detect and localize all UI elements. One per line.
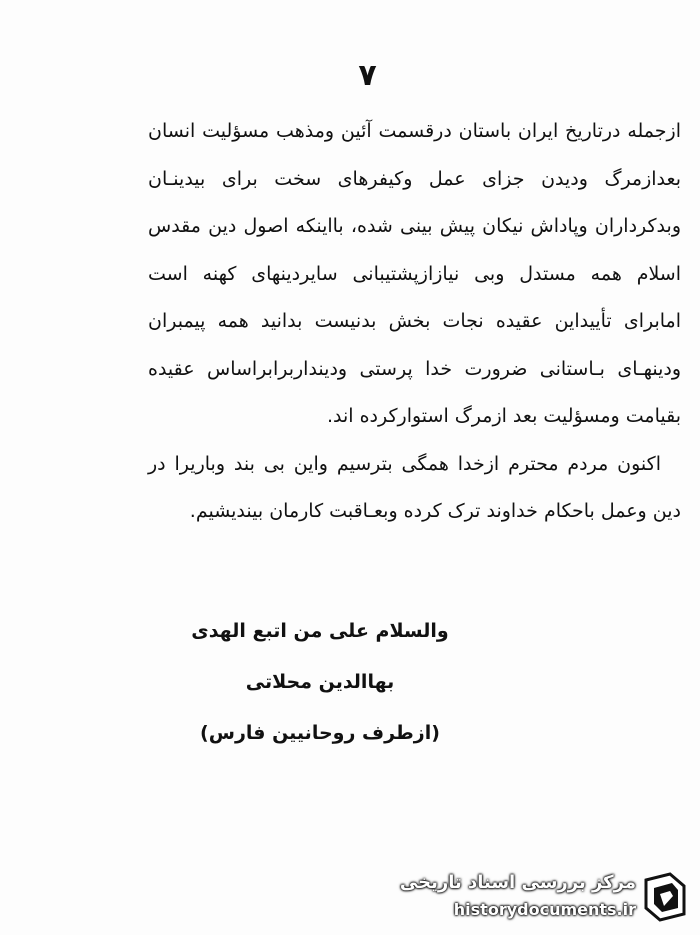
page-number: ۷ — [358, 58, 377, 93]
archive-logo-icon — [640, 870, 690, 924]
paragraph: ازجمله درتاریخ ایران باستان درقسمت آئین ومذهب مسؤلیت انسان بعدازمرگ ودیدن جزای عمل وکیفرهای سخت برای بیدینـان وبدکرداران وپاداش نیکان پیش بینی شده، بااینکه اصول دین مقدس اسلام همه مستدل وبی نیازازپشتیبانی سایردینهای کهنه است امابرای تأییداین عقیده نجات بخش بدنیست بدانید همه پیمبران ودینهـای بـاستانی ضرورت خدا پرستی ودینداربرابراساس عقیده بقیامت ومسؤلیت بعد ازمرگ استوارکرده اند. — [148, 120, 681, 427]
org-url: historydocuments.ir — [453, 900, 636, 919]
document-body — [148, 108, 681, 536]
watermark-logo — [399, 866, 690, 928]
signature-block — [190, 606, 450, 759]
signatory-name: بهاالدین محلاتی — [245, 671, 395, 693]
signatory-affiliation: (ازطرف روحانیین فارس) — [200, 722, 440, 744]
org-name: مرکز بررسی اسناد تاریخی — [399, 872, 636, 893]
paragraph: اکنون مردم محترم ازخدا همگی بترسیم واین بی بند وباریرا در دین وعمل باحکام خداوند ترک کرده وبعـاقبت کارمان بیندیشیم. — [148, 452, 681, 522]
salutation: والسلام علی من اتبع الهدی — [191, 620, 449, 642]
